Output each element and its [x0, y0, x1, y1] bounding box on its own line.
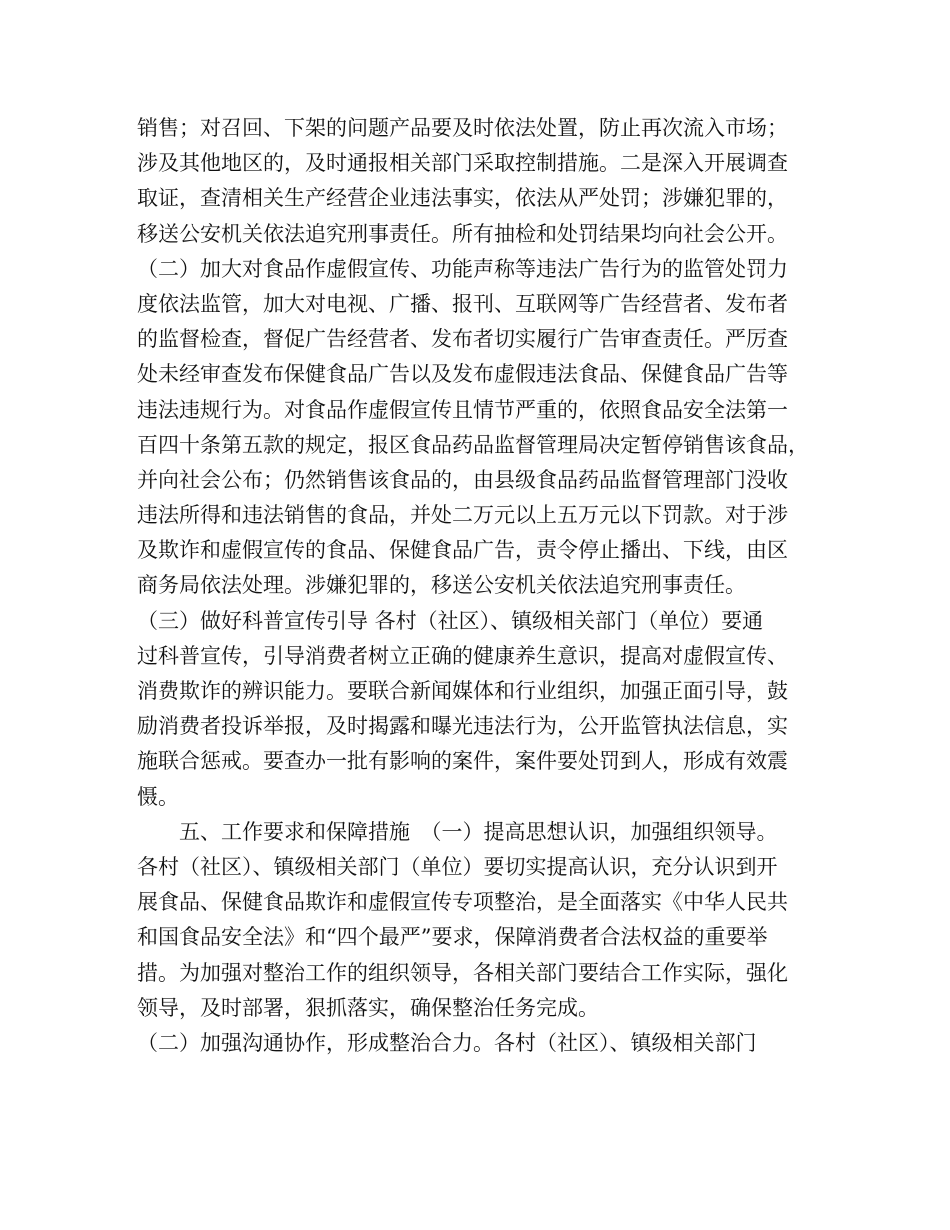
text-line: 领导，及时部署，狠抓落实，确保整治任务完成。: [137, 995, 599, 1020]
text-line: 违法违规行为。对食品作虚假宣传且情节严重的，依照食品安全法第一: [137, 397, 788, 422]
text-line: 消费欺诈的辨识能力。要联合新闻媒体和行业组织，加强正面引导，鼓: [137, 679, 788, 703]
text-line: 涉及其他地区的，及时通报相关部门采取控制措施。二是深入开展调查: [137, 151, 788, 176]
text-line: 度依法监管，加大对电视、广播、报刊、互联网等广告经营者、发布者: [137, 291, 788, 316]
text-line: 五、工作要求和保障措施 （一）提高思想认识，加强组织领导。: [137, 819, 778, 844]
text-line: 销售；对召回、下架的问题产品要及时依法处置，防止再次流入市场；: [137, 116, 788, 140]
document-body: [137, 111, 827, 1061]
text-line: 处未经审查发布保健食品广告以及发布虚假违法食品、保健食品广告等: [137, 362, 788, 387]
text-line: 百四十条第五款的规定，报区食品药品监督管理局决定暂停销售该食品，: [137, 432, 809, 457]
text-line: 展食品、保健食品欺诈和虚假宣传专项整治，是全面落实《中华人民共: [137, 890, 788, 915]
text-line: 过科普宣传，引导消费者树立正确的健康养生意识，提高对虚假宣传、: [137, 643, 788, 668]
text-line: 违法所得和违法销售的食品，并处二万元以上五万元以下罚款。对于涉: [137, 503, 788, 528]
text-line: 的监督检查，督促广告经营者、发布者切实履行广告审查责任。严厉查: [137, 327, 788, 352]
text-line: （二）加大对食品作虚假宣传、功能声称等违法广告行为的监管处罚力: [137, 256, 788, 281]
text-line: 施联合惩戒。要查办一批有影响的案件，案件要处罚到人，形成有效震: [137, 749, 788, 774]
text-line: 取证，查清相关生产经营企业违法事实，依法从严处罚；涉嫌犯罪的，: [137, 186, 788, 211]
text-line: 并向社会公布；仍然销售该食品的，由县级食品药品监督管理部门没收: [137, 467, 788, 492]
text-line: 各村（社区）、镇级相关部门（单位）要切实提高认识，充分认识到开: [137, 854, 778, 879]
text-line: 慑。: [137, 784, 179, 809]
text-line: （三）做好科普宣传引导 各村（社区）、镇级相关部门（单位）要通: [137, 608, 764, 633]
text-line: 商务局依法处理。涉嫌犯罪的，移送公安机关依法追究刑事责任。: [137, 573, 746, 598]
text-line: 及欺诈和虚假宣传的食品、保健食品广告，责令停止播出、下线，由区: [137, 538, 788, 563]
text-line: 移送公安机关依法追究刑事责任。所有抽检和处罚结果均向社会公开。: [137, 221, 788, 246]
text-line: 和国食品安全法》和“四个最严”要求，保障消费者合法权益的重要举: [137, 925, 768, 950]
text-line: 励消费者投诉举报，及时揭露和曝光违法行为，公开监管执法信息，实: [137, 714, 788, 739]
text-line: 措。为加强对整治工作的组织领导，各相关部门要结合工作实际，强化: [137, 960, 788, 985]
text-line: （二）加强沟通协作，形成整治合力。各村（社区）、镇级相关部门: [137, 1030, 757, 1055]
